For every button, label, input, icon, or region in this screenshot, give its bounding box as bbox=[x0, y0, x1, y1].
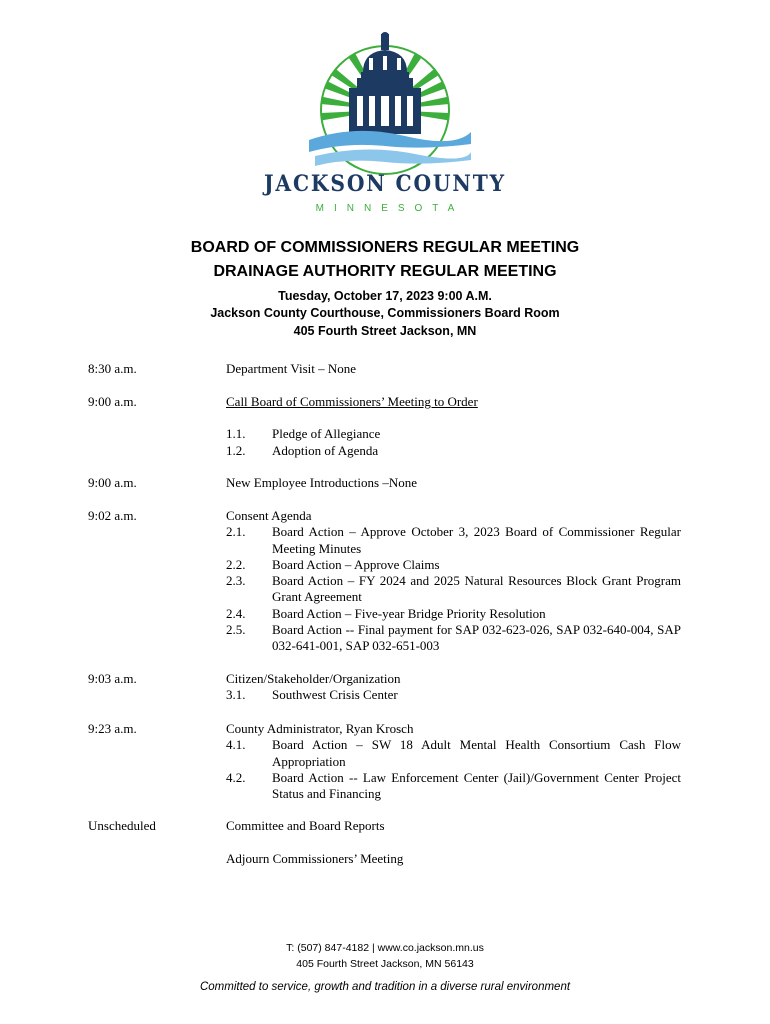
agenda-title: Adjourn Commissioners’ Meeting bbox=[226, 851, 404, 866]
meeting-title: BOARD OF COMMISSIONERS REGULAR MEETING bbox=[190, 239, 580, 256]
agenda-subitem-text: Adoption of Agenda bbox=[272, 442, 379, 458]
agenda-subitem bbox=[226, 426, 681, 442]
county-name: JACKSON COUNTY bbox=[264, 171, 506, 197]
agenda-subitem-number: 2.5. bbox=[226, 622, 246, 638]
meeting-date: Tuesday, October 17, 2023 9:00 A.M. bbox=[278, 289, 492, 303]
agenda-subitem bbox=[226, 687, 681, 703]
agenda-subitem-number: 2.2. bbox=[226, 556, 246, 572]
agenda-time: 9:03 a.m. bbox=[88, 671, 137, 686]
agenda-subitem-text: Board Action – FY 2024 and 2025 Natural Resources Block Grant Program Grant Agreement bbox=[272, 573, 681, 605]
agenda-subitem-number: 2.1. bbox=[226, 524, 246, 540]
agenda-subitem-number: 2.3. bbox=[226, 573, 246, 589]
agenda-subitem bbox=[226, 737, 681, 770]
agenda-title: New Employee Introductions –None bbox=[226, 475, 417, 490]
meeting-address: 405 Fourth Street Jackson, MN bbox=[293, 324, 477, 338]
agenda-title: Call Board of Commissioners’ Meeting to Order bbox=[226, 394, 478, 409]
agenda-subitem-text: Board Action -- Final payment for SAP 032-623-026, SAP 032-640-004, SAP 032-641-001, SAP 032-651-003 bbox=[272, 622, 681, 654]
agenda-subitem-text: Board Action – Five-year Bridge Priority Resolution bbox=[272, 605, 546, 621]
agenda-subitem-number: 1.2. bbox=[226, 442, 246, 458]
agenda-subitem bbox=[226, 557, 681, 573]
agenda-subitem bbox=[226, 770, 681, 803]
agenda-subitem-text: Southwest Crisis Center bbox=[272, 687, 398, 703]
footer-contact: T: (507) 847-4182 | www.co.jackson.mn.us bbox=[286, 942, 484, 954]
agenda-subitem-number: 4.1. bbox=[226, 737, 246, 753]
agenda-subitem-number: 4.2. bbox=[226, 769, 246, 785]
county-logo-icon bbox=[295, 28, 475, 178]
agenda-time: 9:00 a.m. bbox=[88, 394, 137, 409]
state-name: MINNESOTA bbox=[315, 203, 465, 214]
footer-address: 405 Fourth Street Jackson, MN 56143 bbox=[296, 958, 474, 970]
agenda-subitem bbox=[226, 606, 681, 622]
agenda-time: 9:00 a.m. bbox=[88, 475, 137, 490]
agenda-subitem bbox=[226, 524, 681, 557]
agenda-subitem-text: Board Action – Approve Claims bbox=[272, 556, 440, 572]
meeting-subtitle: DRAINAGE AUTHORITY REGULAR MEETING bbox=[213, 263, 557, 280]
agenda-title: County Administrator, Ryan Krosch bbox=[226, 721, 414, 736]
agenda-subitem-number: 1.1. bbox=[226, 426, 246, 442]
agenda-time: Unscheduled bbox=[88, 818, 156, 833]
agenda-subitem-text: Board Action – Approve October 3, 2023 Board of Commissioner Regular Meeting Minutes bbox=[272, 524, 681, 556]
agenda-time: 9:23 a.m. bbox=[88, 721, 137, 736]
agenda-subitem-number: 2.4. bbox=[226, 605, 246, 621]
agenda-title: Consent Agenda bbox=[226, 508, 312, 523]
agenda-subitem-text: Board Action – SW 18 Adult Mental Health Consortium Cash Flow Appropriation bbox=[272, 737, 681, 769]
agenda-title: Department Visit – None bbox=[226, 361, 357, 376]
agenda-subitem-text: Board Action -- Law Enforcement Center (Jail)/Government Center Project Status and Financing bbox=[272, 769, 681, 802]
agenda-subitem bbox=[226, 573, 681, 606]
agenda-subitem-text: Pledge of Allegiance bbox=[272, 426, 381, 442]
agenda-title: Citizen/Stakeholder/Organization bbox=[226, 671, 401, 686]
agenda-subitem-number: 3.1. bbox=[226, 687, 246, 703]
agenda-time: 8:30 a.m. bbox=[88, 361, 137, 376]
agenda-title: Committee and Board Reports bbox=[226, 818, 385, 833]
agenda-subitem bbox=[226, 443, 681, 459]
meeting-location: Jackson County Courthouse, Commissioners Board Room bbox=[210, 306, 560, 320]
agenda-subitem bbox=[226, 622, 681, 655]
footer-tagline: Committed to service, growth and tradition in a diverse rural environment bbox=[199, 981, 571, 993]
agenda-time: 9:02 a.m. bbox=[88, 508, 137, 523]
